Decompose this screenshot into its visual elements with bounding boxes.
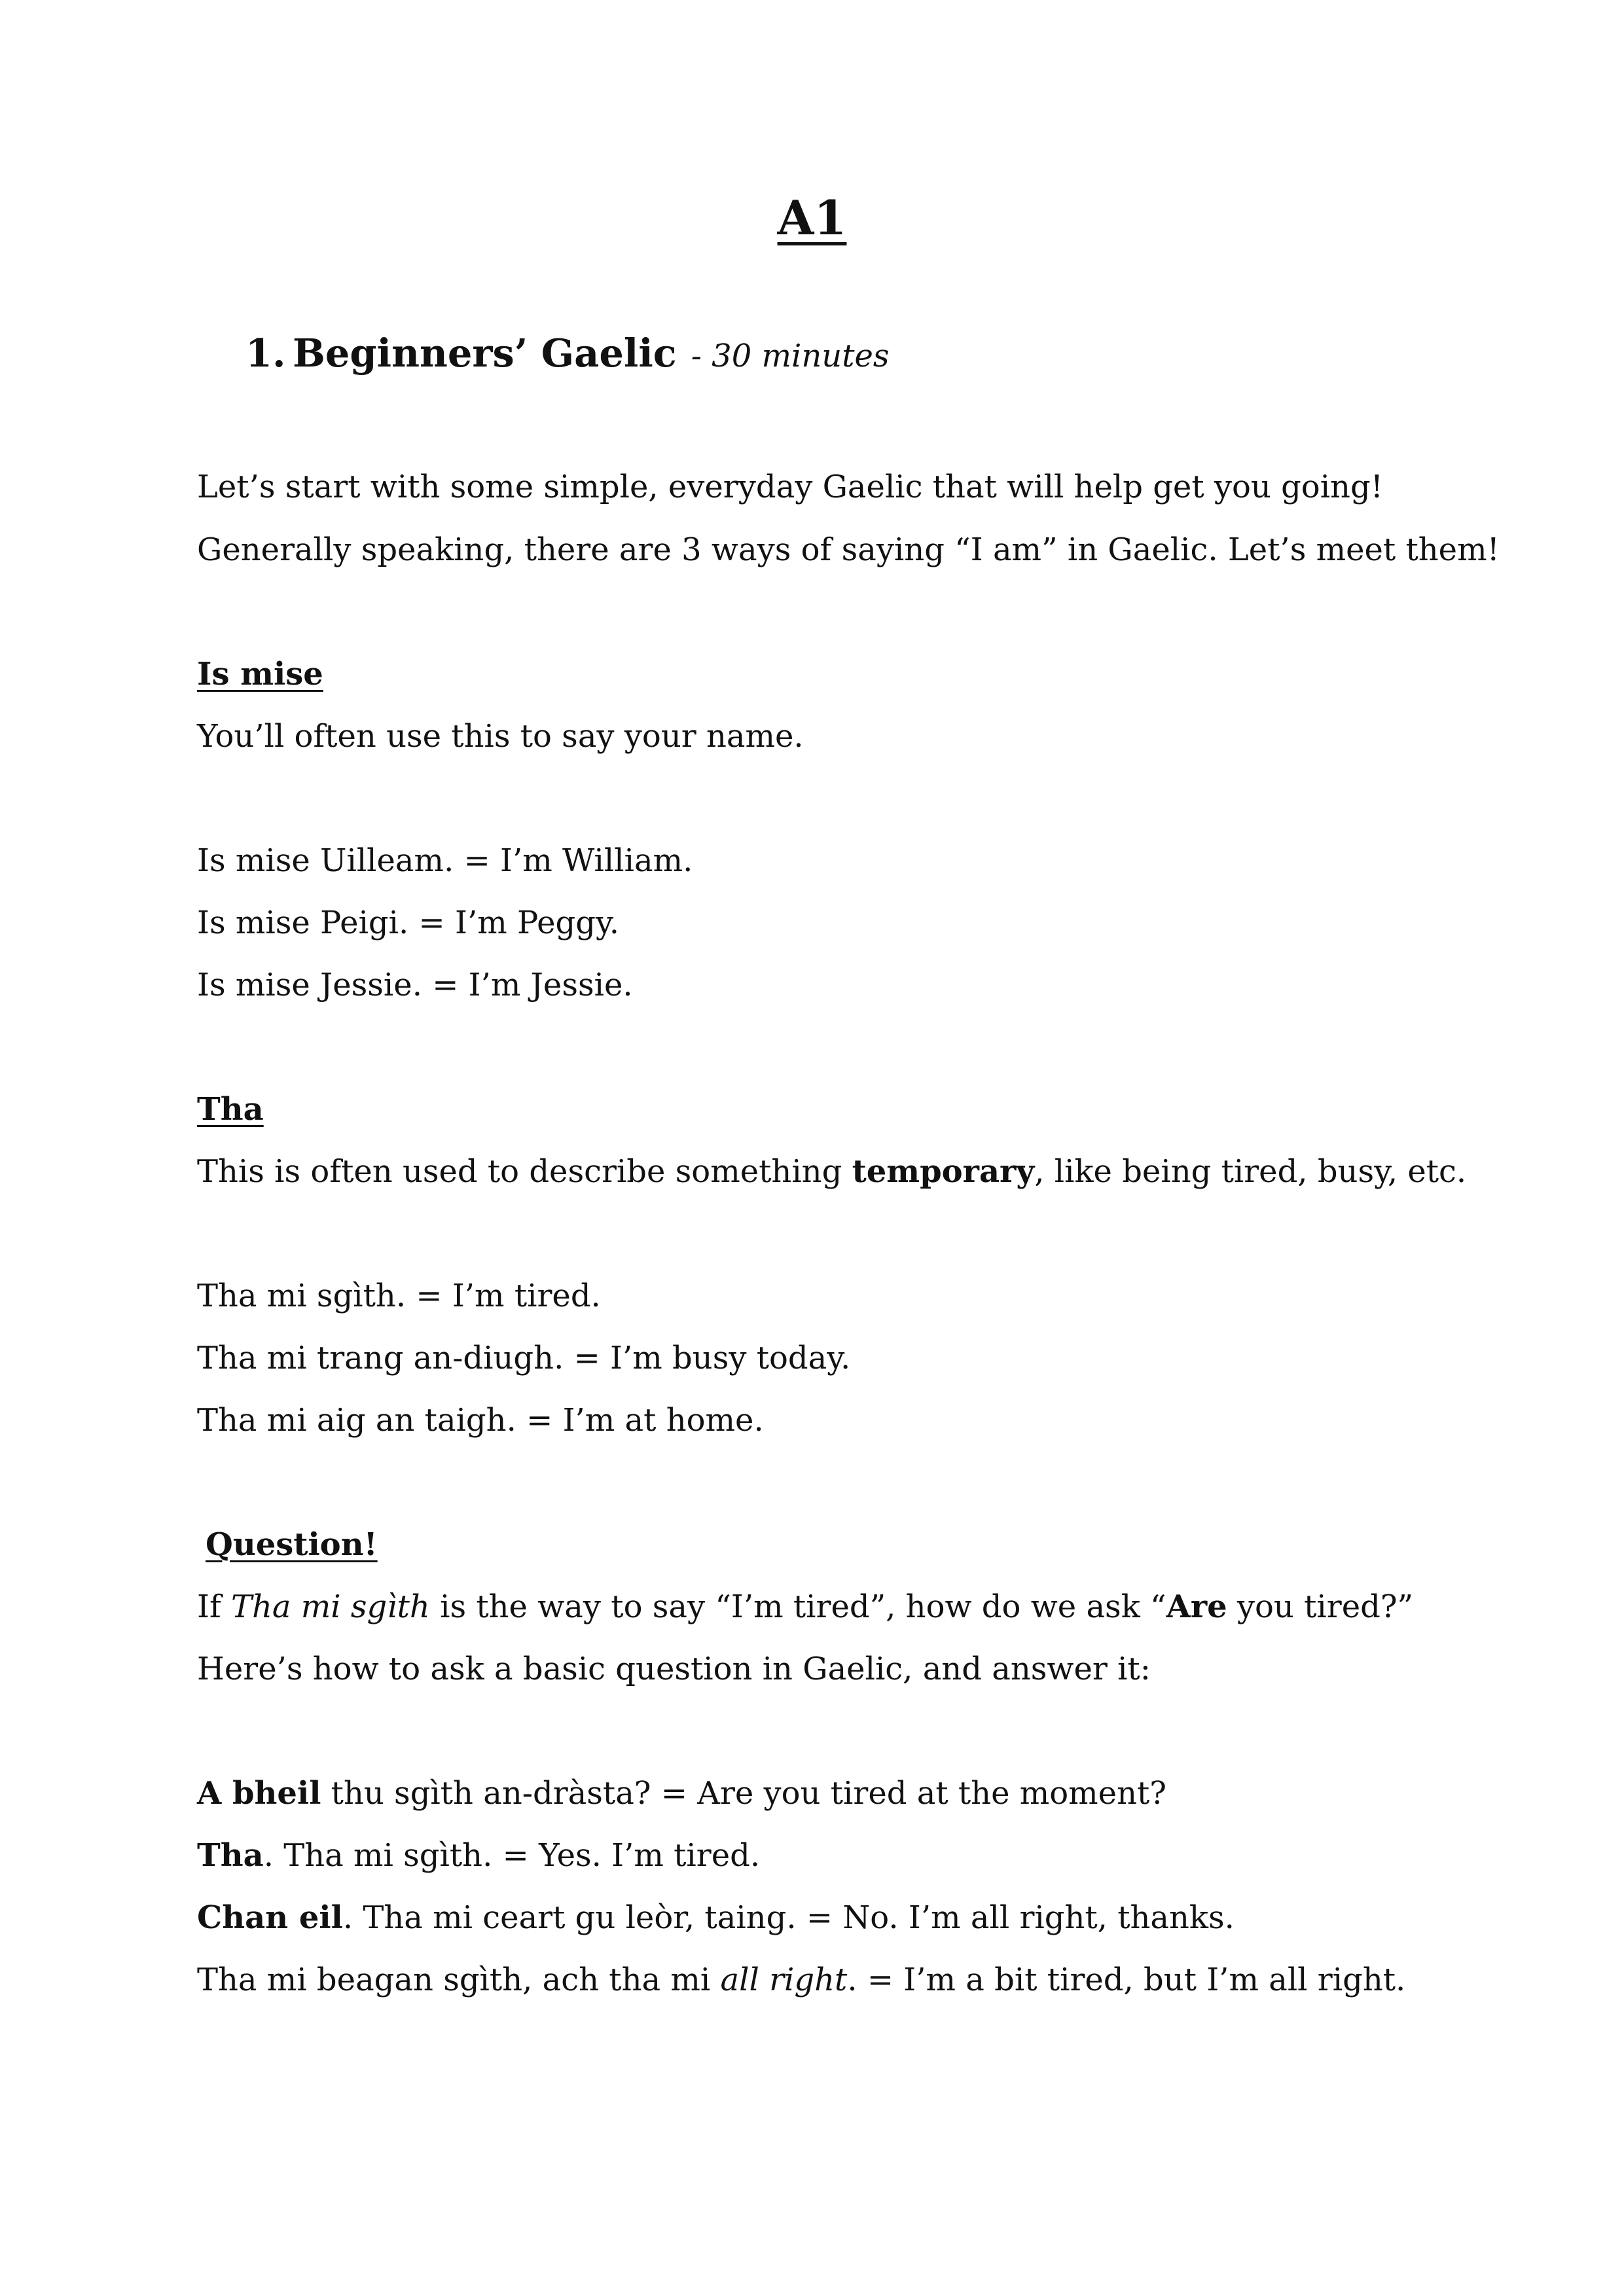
question-example-3-rest: . Tha mi ceart gu leòr, taing. = No. I’m all right, thanks.	[342, 1899, 1235, 1936]
section-name: Beginners’ Gaelic	[293, 331, 677, 376]
question-example-1-bold: A bheil	[197, 1775, 321, 1812]
question-example-1	[197, 1775, 1167, 1812]
tha-example-2: Tha mi trang an-diugh. = I’m busy today.	[197, 1340, 851, 1376]
tha-heading: Tha	[197, 1091, 264, 1128]
is-mise-example-3: Is mise Jessie. = I’m Jessie.	[197, 967, 633, 1003]
question-example-4	[197, 1964, 1405, 1996]
section-heading	[245, 331, 890, 376]
question-example-3-bold: Chan eil	[197, 1899, 343, 1936]
question-line-1-italic: Tha mi sgìth	[230, 1588, 430, 1625]
is-mise-description: You’ll often use this to say your name.	[197, 718, 804, 755]
question-example-4-a: Tha mi beagan sgìth, ach tha mi	[197, 1962, 721, 1998]
question-example-3	[197, 1899, 1235, 1936]
question-example-2-rest: . Tha mi sgìth. = Yes. I’m tired.	[263, 1837, 761, 1874]
question-line-1-e: you tired?”	[1227, 1588, 1414, 1625]
page-title: A1	[777, 190, 847, 245]
tha-example-3: Tha mi aig an taigh. = I’m at home.	[197, 1402, 764, 1439]
tha-example-1: Tha mi sgìth. = I’m tired.	[197, 1278, 601, 1314]
question-example-4-c: . = I’m a bit tired, but I’m all right.	[847, 1962, 1406, 1998]
tha-desc-bold: temporary	[852, 1153, 1035, 1190]
intro-line-2: Generally speaking, there are 3 ways of saying “I am” in Gaelic. Let’s meet them!	[197, 531, 1500, 568]
question-line-1-a: If	[197, 1588, 231, 1625]
question-line-1	[197, 1588, 1414, 1625]
tha-desc-after: , like being tired, busy, etc.	[1034, 1153, 1467, 1190]
is-mise-heading: Is mise	[197, 656, 323, 692]
question-line-2: Here’s how to ask a basic question in Gaelic, and answer it:	[197, 1651, 1151, 1687]
tha-desc-before: This is often used to describe something	[197, 1153, 852, 1190]
intro-line-1: Let’s start with some simple, everyday Gaelic that will help get you going!	[197, 469, 1383, 505]
question-example-1-rest: thu sgìth an-dràsta? = Are you tired at the moment?	[321, 1775, 1167, 1812]
is-mise-example-1: Is mise Uilleam. = I’m William.	[197, 842, 693, 879]
tha-description	[197, 1153, 1467, 1190]
question-example-2	[197, 1837, 761, 1874]
section-number: 1.	[245, 331, 286, 376]
section-duration: - 30 minutes	[691, 338, 890, 374]
question-line-1-c: is the way to say “I’m tired”, how do we ask “	[429, 1588, 1166, 1625]
question-example-2-bold: Tha	[197, 1837, 264, 1874]
question-heading: Question!	[206, 1526, 378, 1563]
is-mise-example-2: Is mise Peigi. = I’m Peggy.	[197, 905, 619, 941]
question-line-1-bold: Are	[1166, 1588, 1227, 1625]
question-example-4-italic: all right	[720, 1962, 848, 1998]
